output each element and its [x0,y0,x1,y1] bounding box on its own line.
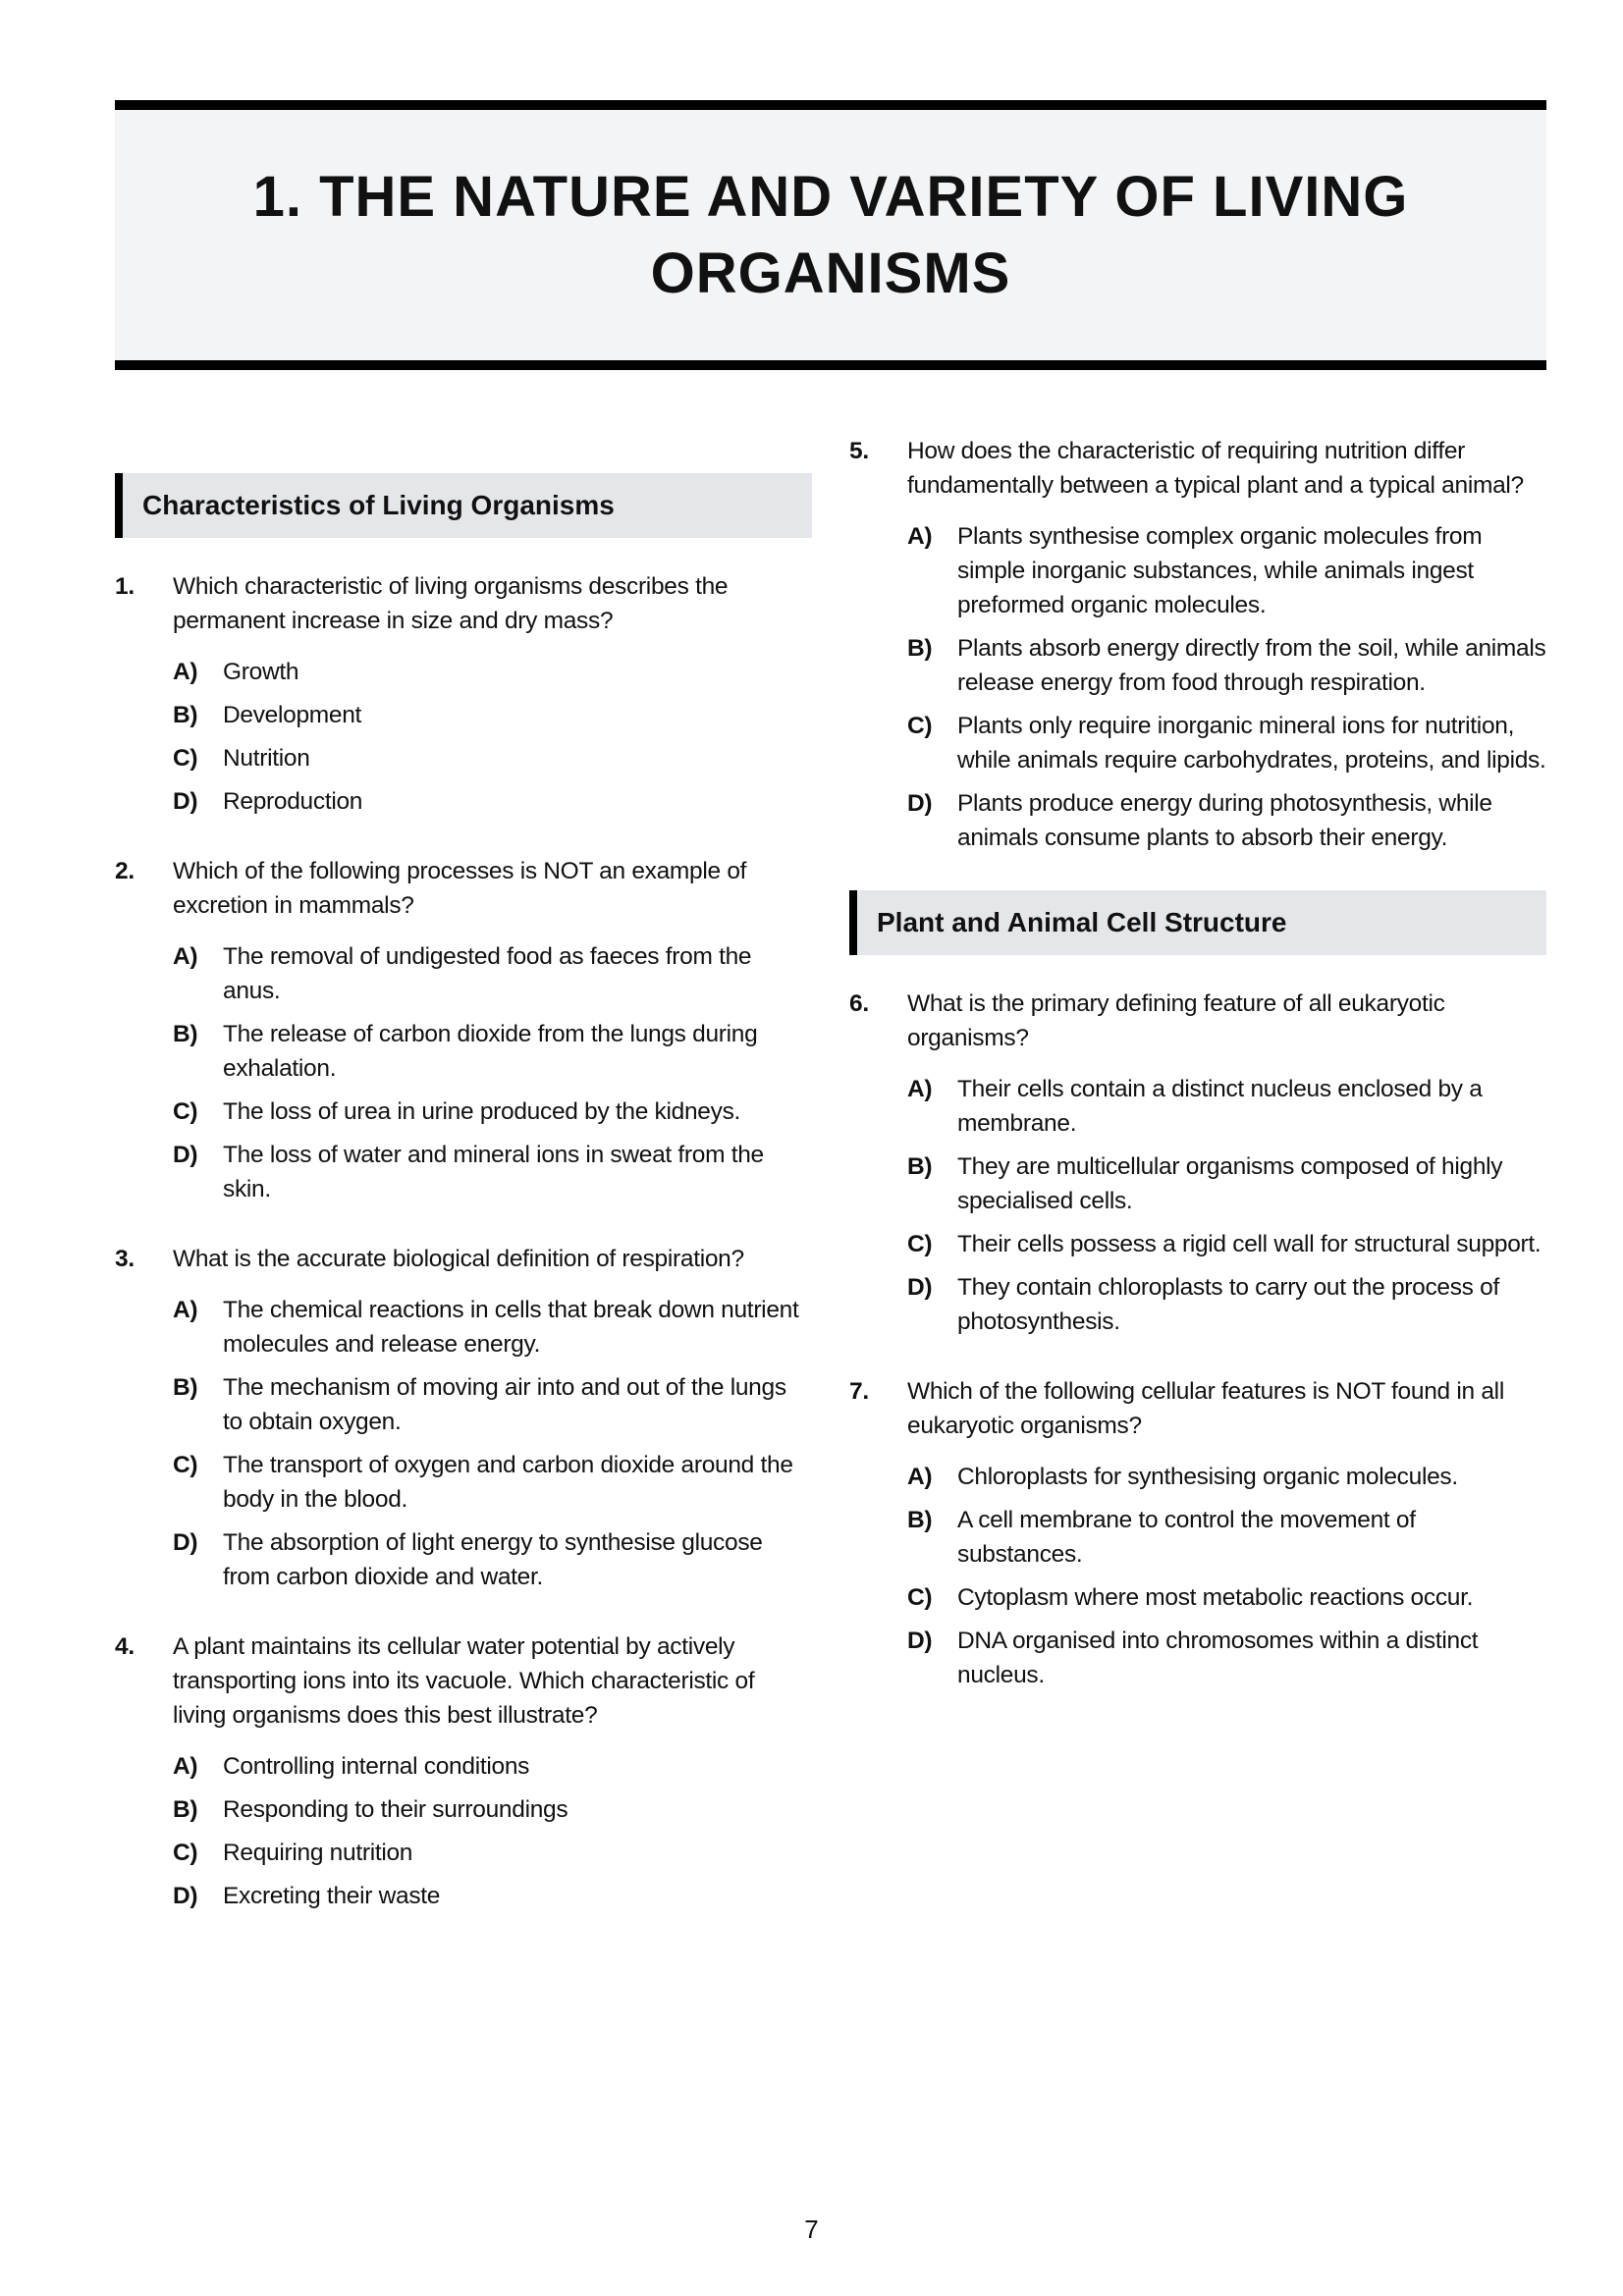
answer-option [173,1293,812,1362]
question-body [173,854,812,1215]
answer-option [173,655,812,689]
option-letter: C) [173,745,198,772]
option-letter: D) [907,790,933,817]
answer-option [907,1149,1546,1218]
option-letter: C) [173,1098,198,1125]
answer-option [907,1460,1546,1494]
left-column [115,473,812,1949]
option-letter: C) [907,1584,933,1611]
option-letter: B) [173,1796,198,1823]
option-text: Plants produce energy during photosynthesis, while animals consume plants to absorb their energy. [957,790,1492,851]
option-letter: D) [173,1529,198,1556]
question-text: Which of the following cellular features is NOT found in all eukaryotic organisms? [907,1378,1504,1439]
option-text: The removal of undigested food as faeces from the anus. [223,943,752,1004]
answer-option [173,1138,812,1206]
option-letter: B) [907,1507,933,1533]
option-text: The loss of urea in urine produced by the kidneys. [223,1098,741,1125]
question-body [907,987,1546,1348]
question-body [907,1374,1546,1701]
page-number: 7 [804,2215,819,2244]
option-letter: B) [173,702,198,728]
answer-option [907,786,1546,855]
section-heading: Characteristics of Living Organisms [115,473,812,538]
option-text: Growth [223,659,299,685]
option-text: Requiring nutrition [223,1840,413,1866]
answer-option [173,1525,812,1594]
question-body [173,569,812,828]
answer-option [173,1370,812,1439]
option-letter: A) [173,1297,198,1323]
answer-option [173,939,812,1008]
question-number: 5. [849,438,869,464]
option-letter: D) [173,1883,198,1909]
question-text: What is the primary defining feature of all eukaryotic organisms? [907,990,1445,1051]
option-letter: D) [173,1142,198,1168]
answer-option [907,1624,1546,1692]
option-letter: A) [173,1753,198,1780]
option-letter: C) [907,713,933,739]
answer-option [907,519,1546,622]
option-letter: A) [907,1076,933,1102]
section-heading: Plant and Animal Cell Structure [849,890,1546,955]
option-text: DNA organised into chromosomes within a distinct nucleus. [957,1628,1479,1688]
answer-option [173,1879,812,1913]
option-text: Nutrition [223,745,310,772]
option-letter: C) [173,1840,198,1866]
question-body [173,1629,812,1922]
answer-option [907,1270,1546,1339]
option-text: The transport of oxygen and carbon dioxide around the body in the blood. [223,1452,793,1513]
answer-option [173,1448,812,1517]
option-letter: D) [907,1274,933,1301]
option-text: Reproduction [223,788,363,815]
option-text: Excreting their waste [223,1883,441,1909]
option-letter: A) [907,523,933,550]
option-text: The mechanism of moving air into and out of the lungs to obtain oxygen. [223,1374,786,1435]
answer-option [907,1580,1546,1615]
answer-option [907,1227,1546,1261]
question [115,1629,812,1922]
question [115,569,812,828]
answer-option [173,1749,812,1784]
question-number: 1. [115,573,135,600]
option-letter: B) [173,1021,198,1047]
option-letter: A) [907,1464,933,1490]
option-text: Plants only require inorganic mineral ions for nutrition, while animals require carbohydrates, proteins, and lipids. [957,713,1546,774]
question-text: What is the accurate biological definition of respiration? [173,1246,744,1272]
option-letter: C) [173,1452,198,1478]
option-text: Responding to their surroundings [223,1796,568,1823]
option-letter: B) [173,1374,198,1401]
question-number: 4. [115,1633,135,1660]
answer-option [173,1017,812,1086]
option-text: Plants synthesise complex organic molecules from simple inorganic substances, while animals ingest preformed organic molecules. [957,523,1483,618]
answer-option [173,1095,812,1129]
option-text: They are multicellular organisms composed of highly specialised cells. [957,1153,1503,1214]
answer-option [907,709,1546,777]
option-letter: A) [173,943,198,970]
answer-option [173,1836,812,1870]
option-text: A cell membrane to control the movement of substances. [957,1507,1416,1568]
right-column [849,434,1546,1728]
chapter-title: 1. THE NATURE AND VARIETY OF LIVING ORGANISMS [252,164,1409,305]
answer-option [907,1503,1546,1572]
option-text: Cytoplasm where most metabolic reactions occur. [957,1584,1474,1611]
option-text: The loss of water and mineral ions in sweat from the skin. [223,1142,764,1202]
answer-option [173,784,812,819]
question-text: Which of the following processes is NOT an example of excretion in mammals? [173,858,747,919]
option-letter: D) [907,1628,933,1654]
question [849,434,1546,864]
option-text: The chemical reactions in cells that break down nutrient molecules and release energy. [223,1297,799,1358]
option-text: Plants absorb energy directly from the soil, while animals release energy from food through respiration. [957,635,1546,696]
option-text: They contain chloroplasts to carry out the process of photosynthesis. [957,1274,1499,1335]
answer-option [173,1792,812,1827]
question [849,1374,1546,1701]
option-letter: B) [907,1153,933,1180]
question-text: How does the characteristic of requiring nutrition differ fundamentally between a typical plant and a typical animal? [907,438,1524,499]
option-text: Their cells possess a rigid cell wall for structural support. [957,1231,1542,1257]
question-body [173,1242,812,1603]
question-number: 3. [115,1246,135,1272]
question-number: 2. [115,858,135,884]
question-text: A plant maintains its cellular water potential by actively transporting ions into its vacuole. Which characteristic of living organisms does this best illustrate? [173,1633,755,1729]
option-text: Their cells contain a distinct nucleus enclosed by a membrane. [957,1076,1483,1137]
option-letter: D) [173,788,198,815]
option-text: Development [223,702,362,728]
option-text: The absorption of light energy to synthesise glucose from carbon dioxide and water. [223,1529,763,1590]
question-number: 6. [849,990,869,1017]
option-letter: A) [173,659,198,685]
option-letter: B) [907,635,933,662]
option-text: The release of carbon dioxide from the lungs during exhalation. [223,1021,758,1082]
chapter-title-banner [115,100,1546,370]
answer-option [173,698,812,732]
option-text: Controlling internal conditions [223,1753,530,1780]
answer-option [173,741,812,775]
option-letter: C) [907,1231,933,1257]
answer-option [907,1072,1546,1141]
question [115,854,812,1215]
question [115,1242,812,1603]
question-text: Which characteristic of living organisms describes the permanent increase in size and dry mass? [173,573,729,634]
question [849,987,1546,1348]
answer-option [907,631,1546,700]
question-body [907,434,1546,864]
question-number: 7. [849,1378,869,1405]
option-text: Chloroplasts for synthesising organic molecules. [957,1464,1458,1490]
